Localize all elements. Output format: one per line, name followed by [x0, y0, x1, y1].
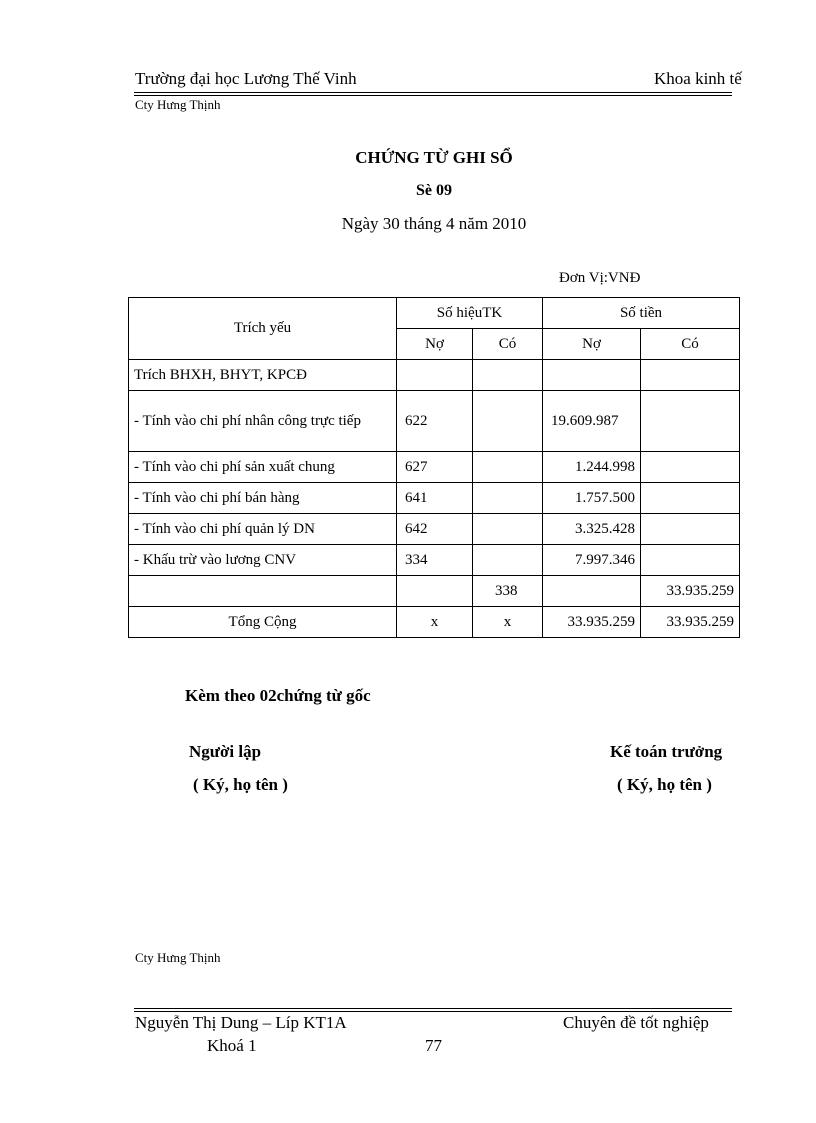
row-amt-debit: 7.997.346: [543, 545, 641, 576]
table-row: [129, 483, 740, 514]
row-acc-debit: [397, 576, 473, 607]
acc-debit-header: Nợ: [397, 329, 473, 360]
row-desc: - Tính vào chi phí nhân công trực tiếp: [129, 391, 397, 452]
table-row: [129, 391, 740, 452]
table-header-row: [129, 298, 740, 329]
acc-credit-header: Có: [473, 329, 543, 360]
row-amt-credit: [641, 391, 740, 452]
footer-topic: Chuyên đề tốt nghiệp: [563, 1013, 709, 1032]
company-name: Cty Hưng Thịnh: [135, 97, 221, 112]
header-rule-bottom: [134, 95, 732, 96]
row-amt-credit: 33.935.259: [641, 576, 740, 607]
school-name: Trường đại học Lương Thế Vinh: [135, 69, 357, 88]
table-total-row: [129, 607, 740, 638]
row-amt-credit: [641, 545, 740, 576]
row-acc-debit: 641: [397, 483, 473, 514]
currency-unit: Đơn Vị:VNĐ: [559, 270, 641, 286]
row-amt-credit: [641, 514, 740, 545]
col-account-header: Số hiệuTK: [397, 298, 543, 329]
amt-credit-header: Có: [641, 329, 740, 360]
attached-documents: Kèm theo 02chứng từ gốc: [185, 686, 371, 705]
row-amt-credit: [641, 483, 740, 514]
row-desc: Trích BHXH, BHYT, KPCĐ: [129, 360, 397, 391]
header-rule-top: [134, 92, 732, 93]
row-acc-credit: [473, 545, 543, 576]
row-acc-credit: [473, 483, 543, 514]
preparer-note: ( Ký, họ tên ): [193, 775, 288, 794]
footer-course: Khoá 1: [207, 1036, 257, 1055]
row-acc-credit: [473, 452, 543, 483]
total-label: Tổng Cộng: [129, 607, 397, 638]
amt-debit-header: Nợ: [543, 329, 641, 360]
page-number: 77: [425, 1036, 442, 1055]
footer-rule-bottom: [134, 1011, 732, 1012]
row-desc: - Tính vào chi phí sản xuất chung: [129, 452, 397, 483]
table-row: [129, 545, 740, 576]
row-amt-credit: [641, 452, 740, 483]
total-amt-credit: 33.935.259: [641, 607, 740, 638]
footer-rule-top: [134, 1008, 732, 1009]
row-desc: - Khấu trừ vào lương CNV: [129, 545, 397, 576]
table-row: [129, 576, 740, 607]
row-desc: - Tính vào chi phí quản lý DN: [129, 514, 397, 545]
row-desc: [129, 576, 397, 607]
total-amt-debit: 33.935.259: [543, 607, 641, 638]
total-acc-debit: x: [397, 607, 473, 638]
preparer-title: Người lập: [189, 742, 262, 761]
total-acc-credit: x: [473, 607, 543, 638]
row-desc: - Tính vào chi phí bán hàng: [129, 483, 397, 514]
row-acc-debit: 627: [397, 452, 473, 483]
row-acc-debit: 334: [397, 545, 473, 576]
footer-author: Nguyễn Thị Dung – Líp KT1A: [135, 1013, 347, 1032]
document-date: Ngày 30 tháng 4 năm 2010: [341, 214, 527, 233]
row-amt-debit: [543, 576, 641, 607]
document-number: Sè 09: [416, 182, 452, 199]
col-amount-header: Số tiền: [543, 298, 740, 329]
row-amt-debit: 1.244.998: [543, 452, 641, 483]
faculty-name: Khoa kinh tế: [654, 69, 742, 88]
row-acc-credit: 338: [473, 576, 543, 607]
row-amt-debit: 1.757.500: [543, 483, 641, 514]
row-acc-debit: [397, 360, 473, 391]
table-row: [129, 360, 740, 391]
footer-company: Cty Hưng Thịnh: [135, 950, 221, 965]
row-amt-debit: [543, 360, 641, 391]
row-acc-debit: 642: [397, 514, 473, 545]
row-amt-credit: [641, 360, 740, 391]
row-amt-debit: 3.325.428: [543, 514, 641, 545]
row-amt-debit: 19.609.987: [543, 391, 641, 452]
document-title: CHỨNG TỪ GHI SỔ: [355, 148, 513, 167]
table-row: [129, 452, 740, 483]
row-acc-credit: [473, 514, 543, 545]
chief-accountant-note: ( Ký, họ tên ): [617, 775, 712, 794]
row-acc-credit: [473, 360, 543, 391]
col-summary-header: Trích yếu: [129, 298, 397, 360]
ledger-table: [128, 297, 740, 638]
chief-accountant-title: Kế toán trưởng: [610, 742, 723, 761]
row-acc-credit: [473, 391, 543, 452]
table-row: [129, 514, 740, 545]
row-acc-debit: 622: [397, 391, 473, 452]
